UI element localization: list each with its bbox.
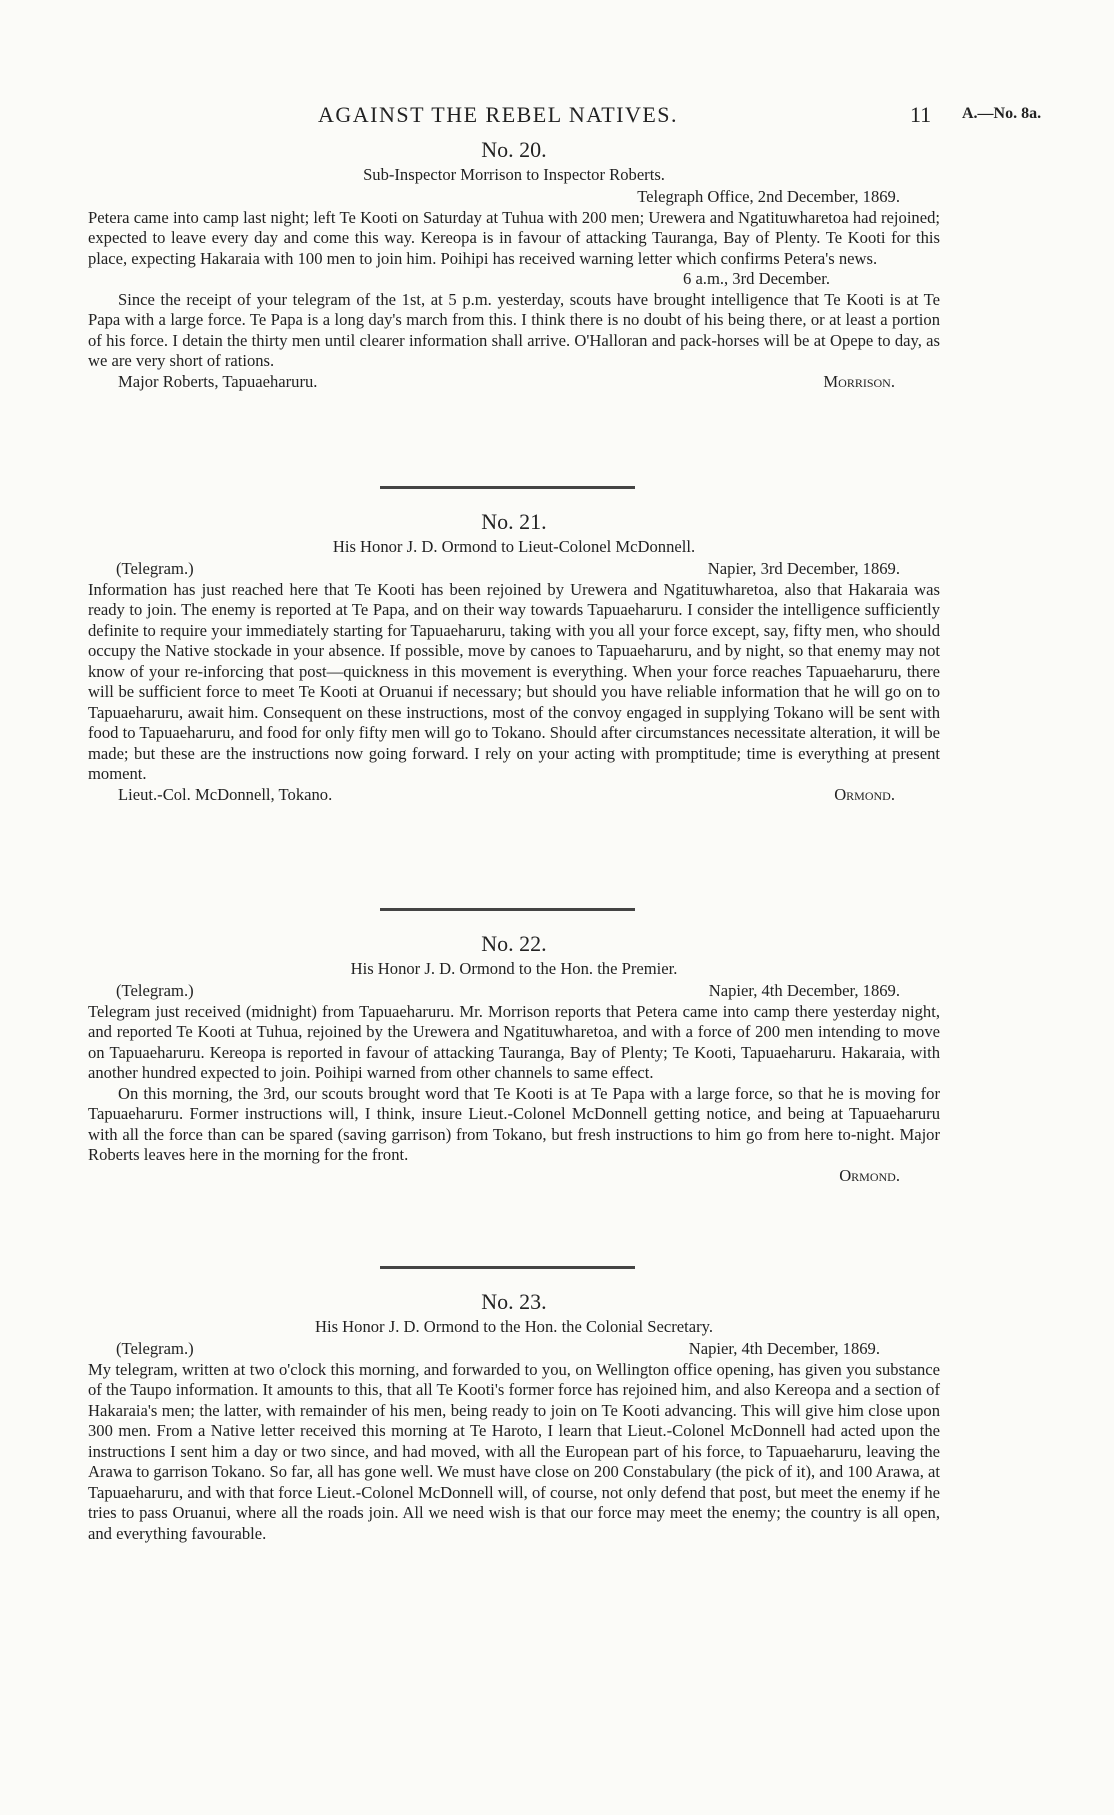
- telegram-label: (Telegram.): [116, 1339, 194, 1358]
- document-no-20: [88, 137, 940, 392]
- telegram-line: [88, 981, 940, 1002]
- telegram-label: (Telegram.): [116, 981, 194, 1000]
- telegram-line: [88, 1339, 940, 1360]
- signature: Ormond.: [839, 1165, 900, 1185]
- running-title: AGAINST THE REBEL NATIVES.: [318, 102, 679, 127]
- dateline: Napier, 4th December, 1869.: [688, 1339, 880, 1358]
- document-subtitle: His Honor J. D. Ormond to the Hon. the Premier.: [350, 958, 678, 978]
- section-divider: [380, 1266, 635, 1269]
- paragraph: Since the receipt of your telegram of the 1st, at 5 p.m. yesterday, scouts have brought intelligence that Te Kooti is at Te Papa with a large force. Te Papa is a long day's march from this. I think there is no doubt of his being there, or at least a portion of his force. I detain the thirty men until clearer information shall arrive. O'Halloran and pack-horses will be at Opepe to day, as we are very short of rations.: [88, 289, 940, 370]
- document-reference: A.—No. 8a.: [962, 105, 1042, 122]
- dateline: Napier, 4th December, 1869.: [708, 981, 900, 1000]
- dateline: Telegraph Office, 2nd December, 1869.: [637, 187, 900, 206]
- document-number: No. 22.: [481, 931, 547, 956]
- document-number: No. 23.: [481, 1289, 547, 1314]
- document-no-22: [88, 931, 940, 1186]
- signature-line: [88, 372, 940, 393]
- section-divider: [380, 908, 635, 911]
- signature-line: [88, 785, 940, 806]
- dateline: Napier, 3rd December, 1869.: [707, 559, 900, 578]
- section-divider: [380, 486, 635, 489]
- document-subtitle: His Honor J. D. Ormond to Lieut-Colonel McDonnell.: [332, 536, 696, 556]
- document-number: No. 21.: [481, 509, 547, 534]
- document-no-21: [88, 509, 940, 805]
- telegram-line: [88, 559, 940, 580]
- document-subtitle: His Honor J. D. Ormond to the Hon. the Colonial Secretary.: [314, 1316, 714, 1336]
- signature: Morrison.: [823, 371, 895, 391]
- paragraph: My telegram, written at two o'clock this morning, and forwarded to you, on Wellington office opening, has given you substance of the Taupo information. It amounts to this, that all Te Kooti's former force has rejoined him, and also Kereopa and a section of Hakaraia's men; the latter, with remainder of his men, being ready to join on Te Kooti advancing. This will give him close upon 300 men. From a Native letter received this morning at Te Haroto, I learn that Lieut.-Colonel McDonnell had acted upon the instructions I sent him a day or two since, and had moved, with all the European part of his force, to Tapuaeharuru, leaving the Arawa to garrison Tokano. So far, all has gone well. We must have close on 200 Constabulary (the pick of it), and 100 Arawa, at Tapuaeharuru, and with that force Lieut.-Colonel McDonnell will, of course, not only defend that post, but meet the enemy if he tries to pass Oruanui, where all the roads join. All we need wish is that our force may meet the enemy; the country is all open, and everything favourable.: [88, 1359, 940, 1543]
- document-subtitle: Sub-Inspector Morrison to Inspector Roberts.: [363, 164, 665, 184]
- document-no-23: [88, 1289, 940, 1544]
- addressee: Lieut.-Col. McDonnell, Tokano.: [118, 784, 333, 804]
- paragraph: Information has just reached here that Te Kooti has been rejoined by Urewera and Ngatituwharetoa, also that Hakaraia was ready to join. The enemy is reported at Te Papa, and on their way towards Tapuaeharuru. I consider the intelligence sufficiently definite to require your immediately starting for Tapuaeharuru, taking with you all your force except, say, fifty men, who should occupy the Native stockade in your absence. If possible, move by canoes to Tapuaeharuru, and by night, so that enemy may not know of your re-inforcing that post—quickness in this movement is everything. When your force reaches Tapuaeharuru, there will be sufficient force to meet Te Kooti at Oruanui if necessary; but should you have reliable information that he will go on to Tapuaeharuru, await him. Consequent on these instructions, most of the convoy engaged in supplying Tokano will be sent with food to Tapuaeharuru, and food for only fifty men will go to Tokano. Should after circumstances necessitate alteration, it will be made; but these are the instructions now going forward. I rely on your acting with promptitude; time is everything at present moment.: [88, 579, 940, 783]
- document-number: No. 20.: [481, 137, 547, 162]
- paragraph: On this morning, the 3rd, our scouts brought word that Te Kooti is at Te Papa with a large force, so that he is moving for Tapuaeharuru. Former instructions will, I think, insure Lieut.-Colonel McDonnell getting notice, and being at Tapuaeharuru with all the force than can be spared (saving garrison) from Tokano, but fresh instructions to him go from here to-night. Major Roberts leaves here in the morning for the front.: [88, 1083, 940, 1164]
- page-number: 11: [910, 102, 932, 127]
- signature: Ormond.: [834, 784, 895, 804]
- paragraph: Petera came into camp last night; left Te Kooti on Saturday at Tuhua with 200 men; Urewera and Ngatituwharetoa had rejoined; expected to leave every day and come this way. Kereopa is in favour of attacking Tauranga, Bay of Plenty. Te Kooti for this place, expecting Hakaraia with 100 men to join him. Poihipi has received warning letter which confirms Petera's news.: [88, 207, 940, 268]
- telegram-label: (Telegram.): [116, 559, 194, 578]
- paragraph: Telegram just received (midnight) from Tapuaeharuru. Mr. Morrison reports that Petera came into camp there yesterday night, and reported Te Kooti at Tuhua, rejoined by the Urewera and Ngatituwharetoa, and with a force of 200 men intending to move on Tapuaeharuru. Kereopa is reported in favour of attacking Tauranga, Bay of Plenty; Te Kooti, Tapuaeharuru. Hakaraia, with another hundred expected to join. Poihipi warned from other channels to same effect.: [88, 1001, 940, 1082]
- time-line: 6 a.m., 3rd December.: [683, 269, 830, 288]
- running-header: [0, 102, 1114, 132]
- addressee: Major Roberts, Tapuaeharuru.: [118, 371, 318, 391]
